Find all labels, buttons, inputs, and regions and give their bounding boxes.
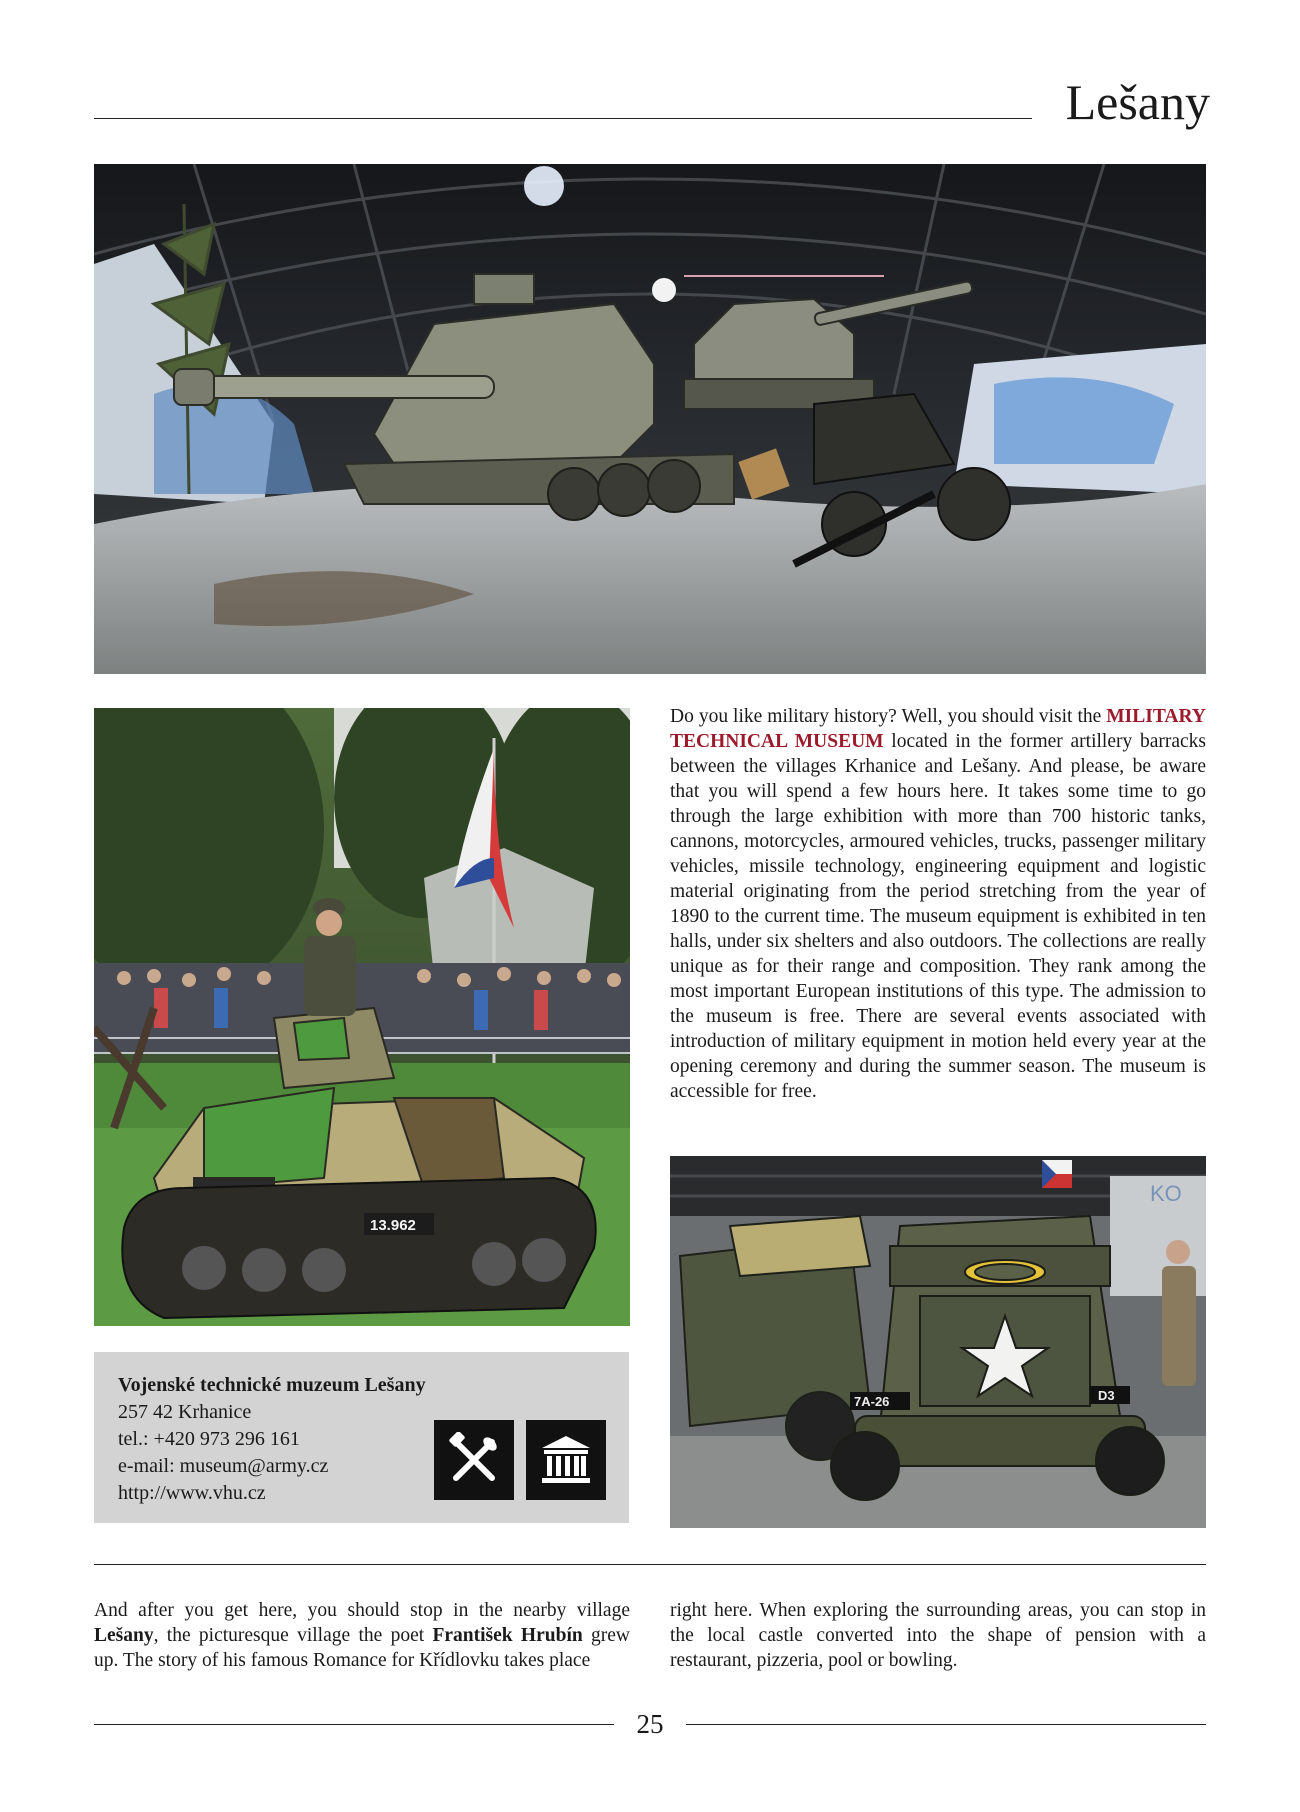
footer-rule-right bbox=[686, 1724, 1206, 1725]
museum-name-highlight: MILITARY TECHNICAL MUSEUM bbox=[670, 706, 1206, 752]
museum-email[interactable]: e-mail: museum@army.cz bbox=[118, 1455, 329, 1477]
museum-info-box bbox=[94, 1352, 629, 1523]
museum-website[interactable]: http://www.vhu.cz bbox=[118, 1482, 266, 1504]
bottom-text-b: , the picturesque village the poet bbox=[153, 1625, 433, 1646]
museum-icon bbox=[526, 1420, 606, 1500]
truck-plate-left: 7A-26 bbox=[854, 1394, 890, 1409]
article-text bbox=[670, 704, 1206, 1104]
photo-halftracks bbox=[670, 1156, 1206, 1528]
tank-number-plate: 13.962 bbox=[370, 1217, 416, 1234]
bottom-text-c: grew up. The story of his famous Romance for Křídlovku takes place bbox=[94, 1625, 631, 1671]
museum-address: 257 42 Krhanice bbox=[118, 1401, 252, 1423]
footer-rule-left bbox=[94, 1724, 614, 1725]
museum-name: Vojenské technické muzeum Lešany bbox=[118, 1374, 426, 1396]
bottom-text-a: And after you get here, you should stop in the nearby village bbox=[94, 1600, 630, 1621]
village-name: Lešany bbox=[94, 1625, 154, 1646]
restaurant-icon bbox=[434, 1420, 514, 1500]
bottom-paragraph-2: right here. When exploring the surrounding areas, you can stop in the local castle converted into the shape of pension with a restaurant, pizzeria, pool or bowling. bbox=[670, 1600, 1206, 1671]
article-intro: Do you like military history? Well, you should visit the bbox=[670, 706, 1107, 727]
bottom-column-left bbox=[94, 1598, 630, 1673]
article-body: located in the former artillery barracks between the villages Krhanice and Lešany. And please, be aware that you will spend a few hours here. It takes some time to go through the large exhibition with more than 700 historic tanks, cannons, motorcycles, armoured vehicles, trucks, passenger military vehicles, missile technology, engineering equipment and logistic material originating from the period stretching from the year of 1890 to the current time. The museum equipment is exhibited in ten halls, under six shelters and also outdoors. The collections are really unique as for their range and composition. They rank among the most important European institutions of this type. The admission to the museum is free. There are several events associated with introduction of military equipment in motion held every year at the opening ceremony and during the summer season. The museum is accessible for free. bbox=[670, 731, 1206, 1102]
section-rule bbox=[94, 1564, 1206, 1565]
article-paragraph bbox=[670, 704, 1206, 1104]
museum-phone: tel.: +420 973 296 161 bbox=[118, 1428, 300, 1450]
poet-name: František Hrubín bbox=[432, 1625, 583, 1646]
header-rule bbox=[94, 118, 1032, 119]
bottom-paragraph-1 bbox=[94, 1598, 630, 1673]
page-title: Lešany bbox=[1065, 74, 1210, 130]
photo-tank-event bbox=[94, 708, 630, 1326]
truck-plate-right: D3 bbox=[1098, 1388, 1115, 1403]
bottom-column-right bbox=[670, 1598, 1206, 1673]
wall-letters: KO bbox=[1150, 1181, 1182, 1206]
page-number: 25 bbox=[636, 1709, 664, 1739]
photo-tank-hall bbox=[94, 164, 1206, 674]
